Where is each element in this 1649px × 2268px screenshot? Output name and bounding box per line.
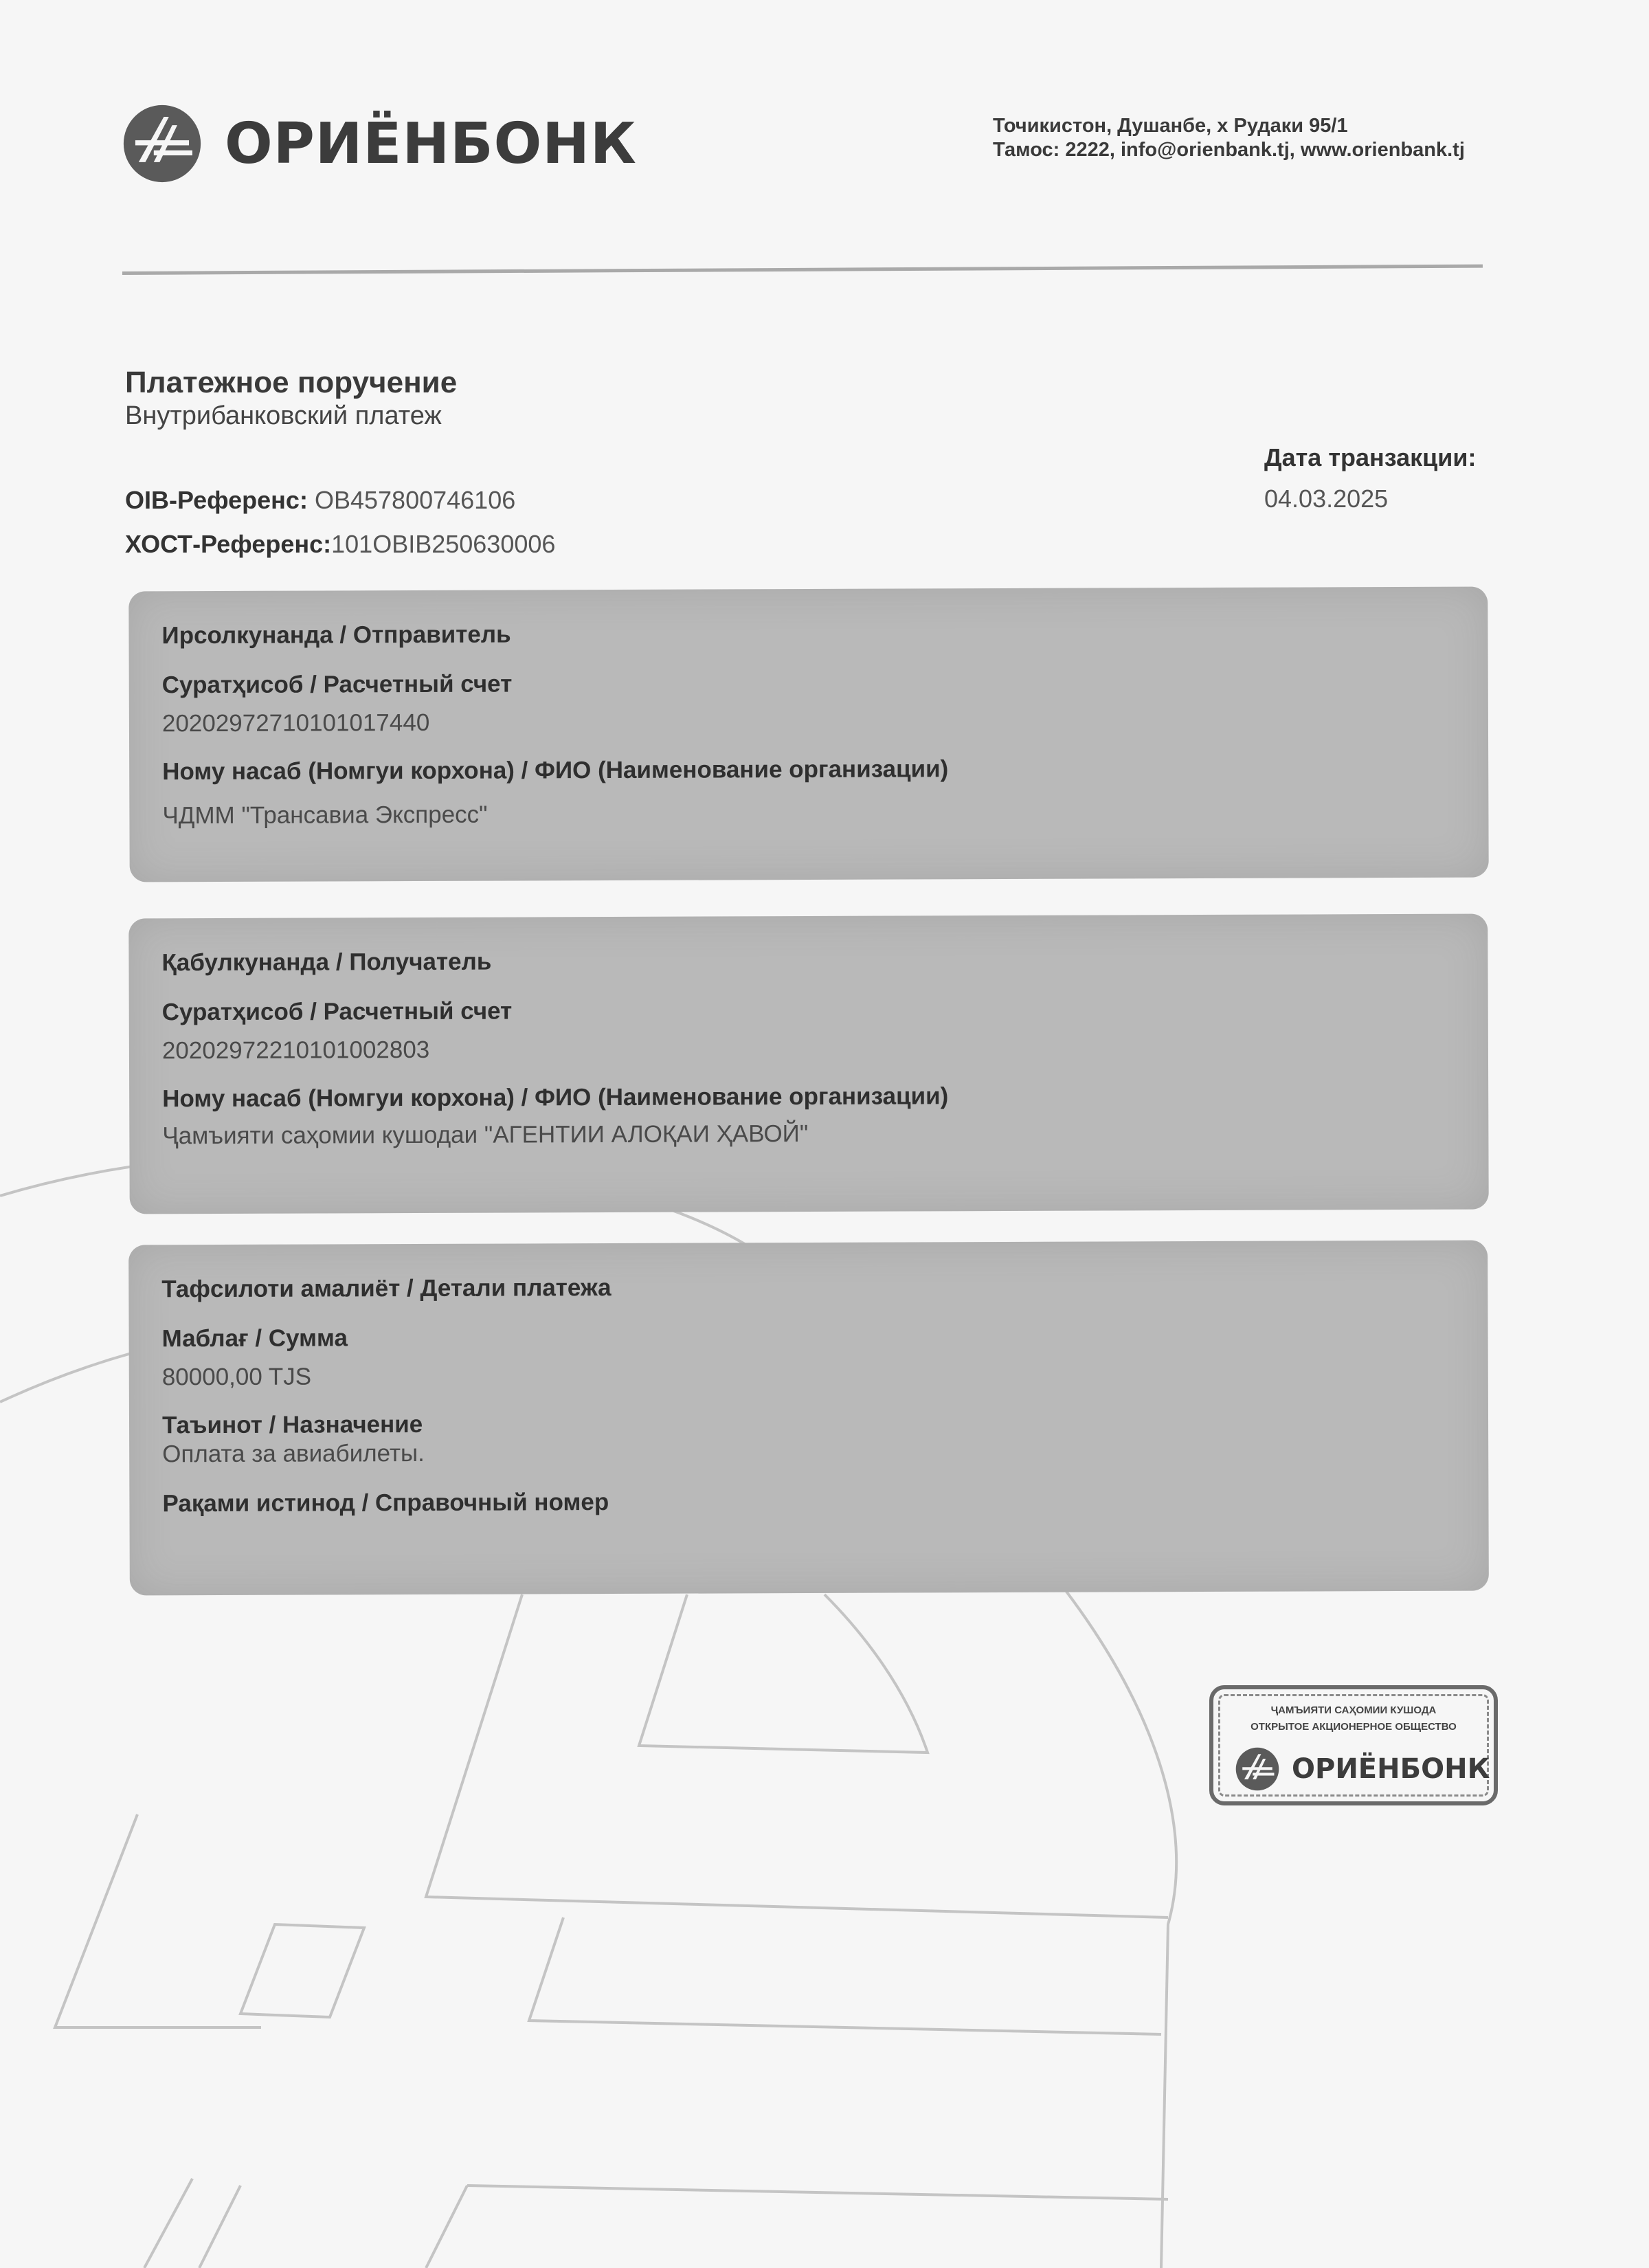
sender-account-value: 20202972710101017440 (161, 709, 430, 737)
sender-account-label: Суратҳисоб / Расчетный счет (161, 670, 513, 699)
host-label: ХОСТ-Референс: (125, 530, 332, 558)
recipient-name-value: Ҷамъияти саҳомии кушодаи "АГЕНТИИ АЛОҚАИ ҲАВОЙ" (162, 1120, 809, 1150)
sender-name-value: ЧДММ "Трансавиа Экспресс" (162, 801, 488, 830)
stamp-line-2: ОТКРЫТОЕ АКЦИОНЕРНОЕ ОБЩЕСТВО (1250, 1721, 1457, 1733)
recipient-account-value: 20202972210101002803 (161, 1036, 430, 1065)
stamp-line-1: ҶАМЪИЯТИ САҲОМИИ КУШОДА (1270, 1704, 1437, 1716)
orienbank-logo-icon (1234, 1746, 1281, 1792)
details-heading: Тафсилоти амалиёт / Детали платежа (161, 1274, 612, 1303)
orienbank-logo-icon (120, 102, 204, 186)
transaction-date-label: Дата транзакции: (1264, 443, 1477, 471)
references (125, 478, 555, 566)
stamp-logo (1234, 1746, 1490, 1792)
transaction-date-value: 04.03.2025 (1264, 485, 1389, 513)
stamp-bank-name: ОРИЁНБОНК (1292, 1753, 1490, 1785)
recipient-account-label: Суратҳисоб / Расчетный счет (161, 997, 513, 1026)
host-value: 101OBIB250630006 (331, 530, 556, 558)
contacts: Тамос: 2222, info@orienbank.tj, www.orienbank.tj (993, 138, 1465, 161)
document-subtitle: Внутрибанковский платеж (125, 401, 442, 430)
bank-name: ОРИЁНБОНК (225, 111, 637, 177)
oib-value: OB457800746106 (314, 486, 516, 514)
reference-number-label: Рақами истинод / Справочный номер (162, 1489, 609, 1517)
sender-panel (128, 587, 1488, 882)
oib-reference (125, 478, 555, 522)
sender-heading: Ирсолкунанда / Отправитель (161, 621, 511, 649)
document-title: Платежное поручение (125, 366, 458, 399)
bank-stamp (1209, 1685, 1498, 1805)
recipient-panel (128, 914, 1488, 1214)
oib-label: OIB-Референс: (125, 486, 308, 514)
host-reference (125, 522, 555, 566)
amount-value: 80000,00 TJS (161, 1363, 312, 1391)
address: Точикистон, Душанбе, х Рудаки 95/1 (993, 115, 1348, 137)
details-panel (128, 1241, 1489, 1596)
contact-block (993, 114, 1465, 162)
purpose-label: Таъинот / Назначение (161, 1410, 423, 1439)
amount-label: Маблағ / Сумма (161, 1324, 348, 1353)
sender-name-label: Ному насаб (Номгуи корхона) / ФИО (Наименование организации) (162, 755, 949, 786)
header-logo (120, 102, 637, 186)
purpose-value: Оплата за авиабилеты. (162, 1439, 425, 1468)
recipient-name-label: Ному насаб (Номгуи корхона) / ФИО (Наименование организации) (162, 1082, 949, 1113)
recipient-heading: Қабулкунанда / Получатель (161, 948, 492, 977)
